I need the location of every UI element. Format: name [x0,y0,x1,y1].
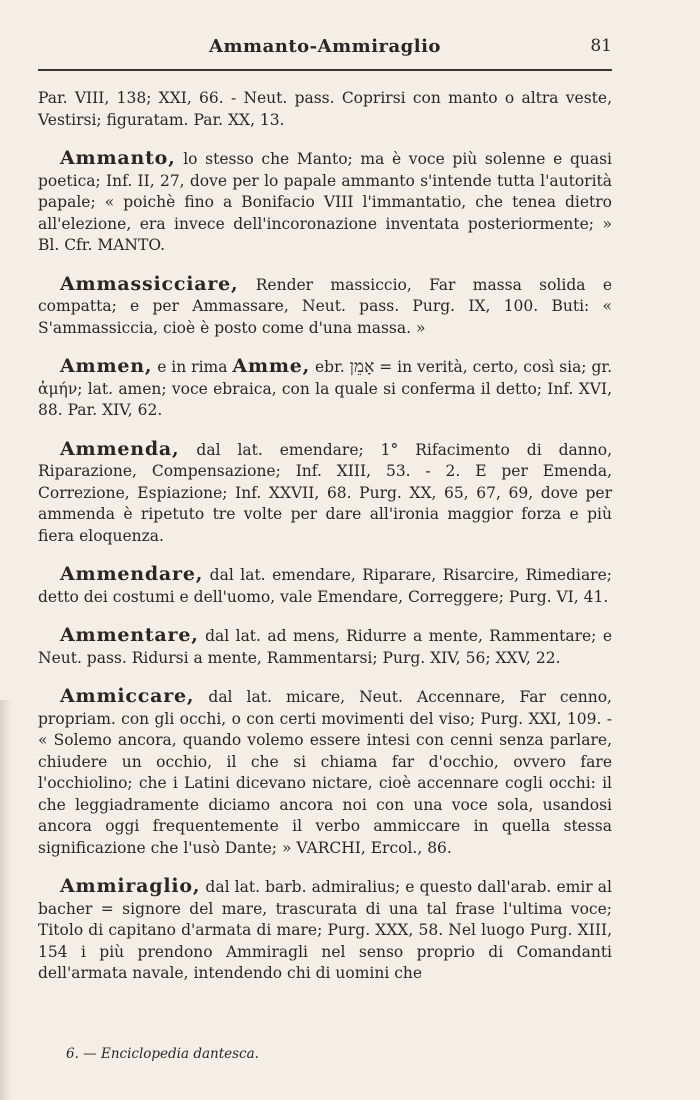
headword: Ammendare, [60,563,204,585]
running-title: Ammanto-Ammiraglio [209,36,441,57]
entry-text: dal lat. micare, Neut. Accennare, Far cenno, propriam. con gli occhi, o con certi movimenti del viso; Purg. XXI, 109. - « Solemo ancora, quando volemo essere intesi con cenni senza parlare, chiudere un occhio, il che si chiama far d'occhio, ovvero fare l'occhiolino; che i Latini dicevano nictare, cioè accennare cogli occhi: il che leggiadramente diciamo ancora noi con una voce sola, usandosi ancora oggi frequentemente il verbo ammiccare in quella stessa significazione che l'usò Dante; » VARCHI, Ercol., 86. [38,688,612,857]
entry-text: e in rima [152,358,233,376]
entry-text: Par. VIII, 138; XXI, 66. - Neut. pass. Coprirsi con manto o altra veste, Vestirsi; figuratam. Par. XX, 13. [38,89,612,129]
headword-variant: Amme, [232,355,311,377]
entry-text: = in verità, certo, così sia; gr. ἀμήν; lat. amen; voce ebraica, con la quale si conferma il detto; Inf. XVI, 88. Par. XIV, 62. [38,358,613,419]
entry-text: dal lat. barb. admiralius; e questo dall'arab. emir al bacher = signore del mare, trascurata di una tal frase l'ultima voce; Titolo di capitano d'armata di mare; Purg. XXX, 58. Nel luogo Purg. XIII, 154 i più prendono Ammiragli nel senso proprio di Comandanti dell'armata navale, intendendo chi di uomini che [38,878,612,982]
entry-text: dal lat. emendare, Riparare, Risarcire, Rimediare; detto dei costumi e dell'uomo, vale Emendare, Correggere; Purg. VI, 41. [38,566,612,606]
entry-continuation [38,88,612,131]
headword: Ammanto, [60,147,176,169]
hebrew-word: אָמֵן [349,357,375,377]
entry-ammiccare [38,686,612,859]
entry-ammenda [38,439,612,548]
entry-ammassicciare [38,274,612,340]
headword: Ammiccare, [60,685,195,707]
header-rule [38,69,612,71]
entry-text: dal lat. ad mens, Ridurre a mente, Rammentare; e Neut. pass. Ridursi a mente, Rammentarsi; Purg. XIV, 56; XXV, 22. [38,627,612,667]
entry-ammen [38,356,612,422]
entry-ammiraglio [38,876,612,985]
dictionary-body [38,88,612,1002]
headword: Ammentare, [60,624,199,646]
entry-text: dal lat. emendare; 1° Rifacimento di danno, Riparazione, Compensazione; Inf. XIII, 53. - 2. E per Emenda, Correzione, Espiazione; Inf. XXVII, 68. Purg. XX, 65, 67, 69, dove per ammenda è ripetuto tre volte per dare all'ironia maggior forza e più fiera eloquenza. [38,440,612,545]
page-number: 81 [590,36,612,56]
entry-text: lo stesso che Manto; ma è voce più solenne e quasi poetica; Inf. II, 27, dove per lo papale ammanto s'intende tutta l'autorità papale; « poichè fino a Bonifacio VIII l'immantatio, che tenea dietro all'elezione, era invece dell'incoronazione inventata posteriormente; » Bl. Cfr. MANTO. [38,150,612,254]
headword: Ammenda, [60,437,180,460]
running-head [38,36,612,62]
headword: Ammassicciare, [60,272,239,295]
signature-footer: 6. — Enciclopedia dantesca. [66,1046,259,1062]
page-edge-shadow [0,700,12,1100]
entry-text: Render massiccio, Far massa solida e compatta; e per Ammassare, Neut. pass. Purg. IX, 100. Buti: « S'ammassiccia, cioè è posto come d'una massa. » [38,275,612,337]
entry-ammanto [38,148,612,257]
headword: Ammiraglio, [60,875,201,897]
entry-ammentare [38,625,612,669]
entry-text: ebr. [310,358,350,376]
entry-ammendare [38,564,612,608]
headword: Ammen, [60,355,153,377]
